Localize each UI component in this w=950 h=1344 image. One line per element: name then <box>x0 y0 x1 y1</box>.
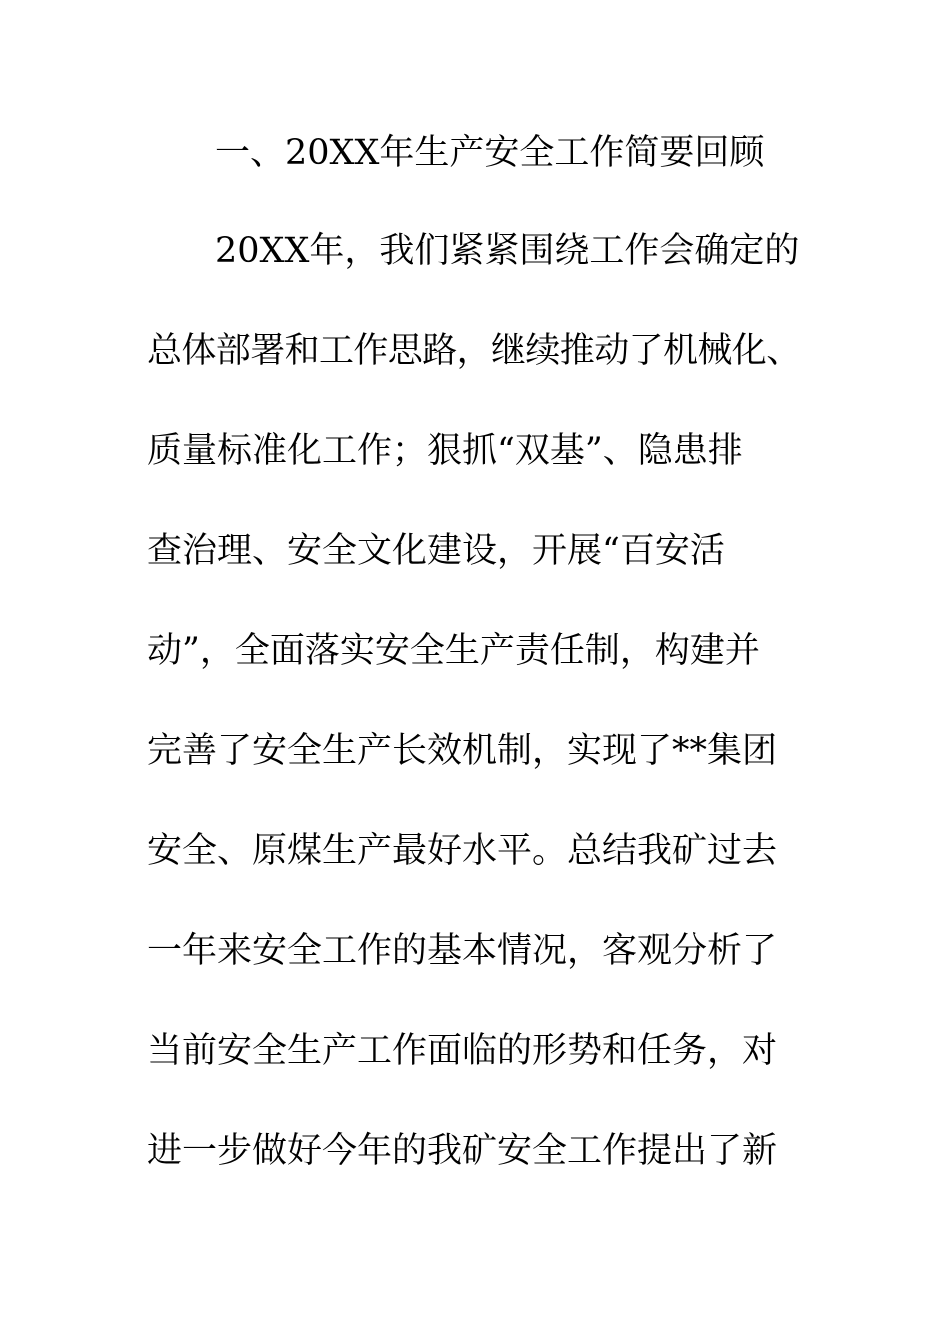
paragraph-line: 20XX年，我们紧紧围绕工作会确定的 <box>215 231 800 271</box>
paragraph-line: 当前安全生产工作面临的形势和任务，对 <box>147 1031 778 1071</box>
paragraph-line: 安全、原煤生产最好水平。总结我矿过去 <box>147 831 778 871</box>
paragraph-line: 查治理、安全文化建设，开展“百安活 <box>147 531 725 571</box>
paragraph-line: 一年来安全工作的基本情况，客观分析了 <box>147 931 778 971</box>
paragraph-line: 总体部署和工作思路，继续推动了机械化、 <box>147 331 801 371</box>
paragraph-line: 进一步做好今年的我矿安全工作提出了新 <box>147 1131 778 1171</box>
section-heading: 一、20XX年生产安全工作简要回顾 <box>215 133 765 173</box>
paragraph-line: 质量标准化工作；狠抓“双基”、隐患排 <box>147 431 743 471</box>
paragraph-line: 动”，全面落实安全生产责任制，构建并 <box>147 631 760 671</box>
paragraph-line: 完善了安全生产长效机制，实现了**集团 <box>147 731 778 771</box>
